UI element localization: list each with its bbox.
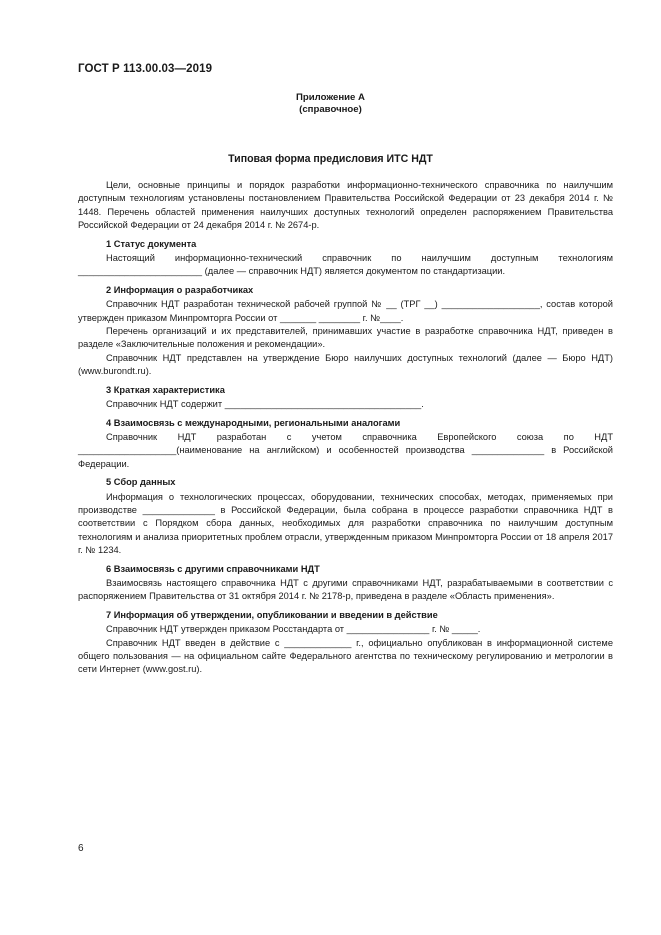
section-paragraph: Справочник НДТ утвержден приказом Росстандарта от ________________ г. № _____. — [106, 624, 481, 635]
intro-paragraph: Цели, основные принципы и порядок разработки информационно-технического справочника по наилучшим доступным технологиям установлены постановлением Правительства Российской Федерации от 23 декабря 2014 г. № 1448. Перечень областей применения наилучших доступных технологий определен распоряжением Правительства Российской Федерации от 24 декабря 2014 г. № 2674-р. — [78, 180, 613, 231]
section-paragraph: Информация о технологических процессах, оборудовании, технических способах, методах, применяемых при производстве ______________ в Российской Федерации, была собрана в процессе разработки справочника НДТ в соответствии с Порядком сбора данных, необходимых для разработки справочника по наилучшим доступным технологиям и анализа приоритетных проблем отрасли, утвержденным приказом Минпромторга России от 18 апреля 2017 г. № 1234. — [78, 491, 613, 556]
section-heading-status: 1 Статус документа — [106, 238, 197, 249]
section-paragraph: Справочник НДТ разработан технической рабочей группой № __ (ТРГ __) ___________________, состав которой утвержден приказом Минпромторга России от _______ ________ г. №____. — [78, 299, 613, 323]
section-paragraph: Справочник НДТ представлен на утверждение Бюро наилучших доступных технологий (далее — Бюро НДТ) (www.burondt.ru). — [78, 352, 613, 377]
appendix-note: (справочное) — [299, 104, 362, 115]
document-body — [78, 179, 613, 677]
appendix-title: Приложение А — [296, 92, 365, 103]
section-heading-related-references: 6 Взаимосвязь с другими справочниками НДТ — [106, 563, 320, 574]
section-heading-data-collection: 5 Сбор данных — [106, 477, 176, 488]
section-paragraph: Взаимосвязь настоящего справочника НДТ с другими справочниками НДТ, разрабатываемыми в соответствии с распоряжением Правительства от 31 октября 2014 г. № 2178-р, приведена в разделе «Область применения». — [78, 577, 613, 602]
section-heading-approval: 7 Информация об утверждении, опубликовании и введении в действие — [106, 609, 438, 620]
page-number: 6 — [78, 843, 84, 854]
document-title: Типовая форма предисловия ИТС НДТ — [228, 153, 433, 165]
section-paragraph: Справочник НДТ содержит ______________________________________. — [106, 399, 424, 410]
section-heading-analogues: 4 Взаимосвязь с международными, региональными аналогами — [106, 417, 401, 428]
section-paragraph: Перечень организаций и их представителей, принимавших участие в разработке справочника НДТ, приведен в разделе «Заключительные положения и рекомендации». — [78, 326, 613, 350]
section-paragraph: Справочник НДТ разработан с учетом справочника Европейского союза по НДТ ___________________(наименование на английском) и особенностей производства ______________ в Российской Федерации. — [78, 431, 613, 469]
section-heading-developers: 2 Информация о разработчиках — [106, 284, 254, 295]
section-paragraph: Справочник НДТ введен в действие с _____________ г., официально опубликован в информационной системе общего пользования — на официальном сайте Федерального агентства по техническому регулированию и метрологии в сети Интернет (www.gost.ru). — [78, 637, 613, 675]
section-paragraph: Настоящий информационно-технический справочник по наилучшим доступным технологиям ________________________ (далее — справочник НДТ) является документом по стандартизации. — [78, 253, 613, 277]
section-heading-summary: 3 Краткая характеристика — [106, 384, 225, 395]
standard-code-header: ГОСТ Р 113.00.03—2019 — [78, 63, 213, 75]
